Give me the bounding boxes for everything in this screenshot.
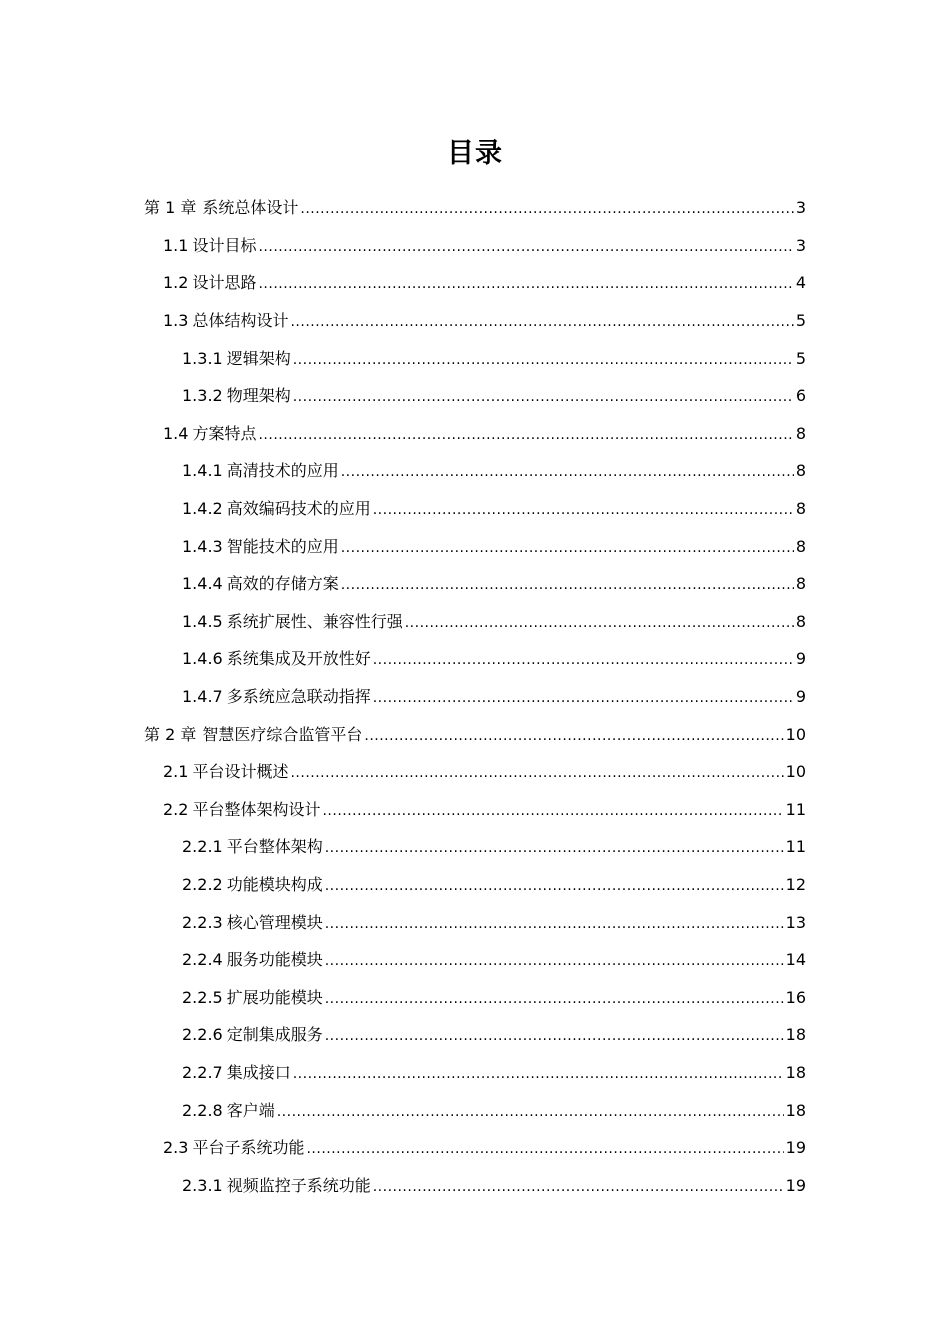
toc-entry-line bbox=[182, 950, 806, 971]
toc-entry-page-number: 9 bbox=[795, 649, 806, 669]
toc-entry-title: 高效编码技术的应用 bbox=[226, 499, 371, 519]
toc-entry-line bbox=[163, 273, 806, 294]
toc-entry-line bbox=[182, 1101, 806, 1122]
toc-entry-line bbox=[182, 574, 806, 595]
toc-entry[interactable] bbox=[0, 528, 950, 566]
toc-entry-number: 2.2.2 bbox=[182, 874, 223, 894]
toc-entry-title: 平台子系统功能 bbox=[192, 1138, 305, 1158]
toc-entry-title: 扩展功能模块 bbox=[226, 987, 323, 1007]
toc-entry-page-number: 18 bbox=[785, 1100, 806, 1120]
toc-entry[interactable] bbox=[0, 641, 950, 679]
toc-entry-title: 多系统应急联动指挥 bbox=[226, 687, 371, 707]
toc-dot-leader bbox=[322, 801, 783, 821]
toc-entry[interactable] bbox=[0, 566, 950, 604]
toc-entry-page-number: 8 bbox=[795, 536, 806, 556]
toc-entry-line bbox=[144, 198, 806, 219]
toc-entry-page-number: 8 bbox=[795, 611, 806, 631]
toc-dot-leader bbox=[373, 650, 794, 670]
toc-entry[interactable] bbox=[0, 453, 950, 491]
toc-entry-title: 功能模块构成 bbox=[226, 874, 323, 894]
toc-entry-line bbox=[182, 649, 806, 670]
toc-entry-page-number: 11 bbox=[785, 837, 806, 857]
toc-entry-title: 平台设计概述 bbox=[192, 762, 289, 782]
toc-entry-title: 设计思路 bbox=[192, 273, 257, 293]
toc-entry-line bbox=[182, 386, 806, 407]
toc-entry-number: 1.4.5 bbox=[182, 611, 223, 631]
toc-entry-number: 1.4.4 bbox=[182, 574, 223, 594]
toc-entry[interactable] bbox=[0, 754, 950, 792]
toc-entry-number: 2.2 bbox=[163, 799, 189, 819]
toc-entry-line bbox=[182, 1063, 806, 1084]
toc-dot-leader bbox=[325, 876, 784, 896]
toc-dot-leader bbox=[325, 914, 784, 934]
toc-entry-title: 系统总体设计 bbox=[202, 198, 299, 218]
toc-entry-line bbox=[182, 988, 806, 1009]
toc-entry-page-number: 10 bbox=[785, 762, 806, 782]
toc-entry-page-number: 5 bbox=[795, 348, 806, 368]
toc-entry[interactable] bbox=[0, 378, 950, 416]
toc-dot-leader bbox=[293, 350, 794, 370]
toc-dot-leader bbox=[405, 613, 794, 633]
toc-entry-line bbox=[182, 875, 806, 896]
toc-entry[interactable] bbox=[0, 1055, 950, 1093]
toc-entry[interactable] bbox=[0, 979, 950, 1017]
toc-entry[interactable] bbox=[0, 303, 950, 341]
toc-entry-line bbox=[163, 424, 806, 445]
toc-list bbox=[0, 190, 950, 1205]
toc-entry[interactable] bbox=[0, 679, 950, 717]
toc-entry[interactable] bbox=[0, 491, 950, 529]
toc-entry-number: 1.1 bbox=[163, 235, 189, 255]
toc-entry-number: 1.2 bbox=[163, 273, 189, 293]
toc-entry-page-number: 9 bbox=[795, 687, 806, 707]
toc-entry[interactable] bbox=[0, 792, 950, 830]
toc-entry-line bbox=[182, 1025, 806, 1046]
toc-entry-page-number: 19 bbox=[785, 1138, 806, 1158]
toc-dot-leader bbox=[341, 575, 794, 595]
toc-entry-title: 智慧医疗综合监管平台 bbox=[202, 724, 363, 744]
toc-entry-title: 设计目标 bbox=[192, 235, 257, 255]
toc-entry-number: 2.2.7 bbox=[182, 1062, 223, 1082]
toc-dot-leader bbox=[325, 1026, 784, 1046]
toc-entry-number: 第 2 章 bbox=[144, 724, 197, 744]
toc-entry-line bbox=[182, 612, 806, 633]
toc-dot-leader bbox=[364, 726, 783, 746]
toc-entry-line bbox=[163, 1138, 806, 1159]
toc-dot-leader bbox=[341, 538, 794, 558]
toc-entry-line bbox=[182, 837, 806, 858]
toc-entry-line bbox=[182, 913, 806, 934]
toc-entry-title: 系统集成及开放性好 bbox=[226, 649, 371, 669]
toc-entry-title: 定制集成服务 bbox=[226, 1025, 323, 1045]
toc-entry-title: 总体结构设计 bbox=[192, 311, 289, 331]
toc-entry-line bbox=[163, 236, 806, 257]
toc-dot-leader bbox=[325, 989, 784, 1009]
toc-entry-page-number: 16 bbox=[785, 987, 806, 1007]
toc-entry-title: 视频监控子系统功能 bbox=[226, 1175, 371, 1195]
toc-dot-leader bbox=[290, 763, 783, 783]
toc-entry[interactable] bbox=[0, 265, 950, 303]
toc-entry-line bbox=[163, 762, 806, 783]
toc-entry-title: 高效的存储方案 bbox=[226, 574, 339, 594]
toc-entry[interactable] bbox=[0, 942, 950, 980]
toc-entry-number: 2.2.5 bbox=[182, 987, 223, 1007]
toc-entry-line bbox=[163, 311, 806, 332]
toc-entry-page-number: 12 bbox=[785, 874, 806, 894]
toc-dot-leader bbox=[373, 688, 794, 708]
toc-entry[interactable] bbox=[0, 604, 950, 642]
toc-entry-number: 1.3 bbox=[163, 311, 189, 331]
toc-entry[interactable] bbox=[0, 1167, 950, 1205]
toc-entry-page-number: 18 bbox=[785, 1025, 806, 1045]
toc-dot-leader bbox=[325, 838, 784, 858]
toc-entry-title: 高清技术的应用 bbox=[226, 461, 339, 481]
toc-entry-line bbox=[182, 349, 806, 370]
toc-entry-number: 1.4.2 bbox=[182, 499, 223, 519]
toc-dot-leader bbox=[306, 1139, 783, 1159]
toc-entry-page-number: 5 bbox=[795, 311, 806, 331]
toc-dot-leader bbox=[258, 274, 793, 294]
toc-entry-number: 1.3.2 bbox=[182, 386, 223, 406]
toc-dot-leader bbox=[293, 387, 794, 407]
toc-entry-title: 客户端 bbox=[226, 1100, 275, 1120]
toc-dot-leader bbox=[325, 951, 784, 971]
toc-entry-line bbox=[163, 800, 806, 821]
toc-entry-number: 1.4.7 bbox=[182, 687, 223, 707]
toc-entry-title: 物理架构 bbox=[226, 386, 291, 406]
toc-entry-line bbox=[182, 499, 806, 520]
toc-entry-page-number: 13 bbox=[785, 912, 806, 932]
toc-entry-number: 2.2.8 bbox=[182, 1100, 223, 1120]
toc-entry-page-number: 18 bbox=[785, 1062, 806, 1082]
toc-entry-title: 逻辑架构 bbox=[226, 348, 291, 368]
toc-entry[interactable] bbox=[0, 228, 950, 266]
toc-entry-line bbox=[182, 687, 806, 708]
toc-entry[interactable] bbox=[0, 190, 950, 228]
toc-entry-number: 2.3 bbox=[163, 1138, 189, 1158]
toc-entry-page-number: 8 bbox=[795, 574, 806, 594]
toc-entry-page-number: 8 bbox=[795, 461, 806, 481]
toc-entry-number: 2.2.6 bbox=[182, 1025, 223, 1045]
toc-entry-number: 1.4.6 bbox=[182, 649, 223, 669]
toc-entry-number: 1.4.3 bbox=[182, 536, 223, 556]
toc-dot-leader bbox=[293, 1064, 784, 1084]
toc-entry-number: 2.2.4 bbox=[182, 950, 223, 970]
toc-entry-page-number: 8 bbox=[795, 499, 806, 519]
toc-entry-line bbox=[182, 1176, 806, 1197]
toc-entry-number: 2.1 bbox=[163, 762, 189, 782]
toc-dot-leader bbox=[341, 462, 794, 482]
toc-entry-number: 2.3.1 bbox=[182, 1175, 223, 1195]
toc-entry-number: 1.3.1 bbox=[182, 348, 223, 368]
toc-entry-page-number: 8 bbox=[795, 423, 806, 443]
toc-entry-page-number: 10 bbox=[785, 724, 806, 744]
toc-entry[interactable] bbox=[0, 1130, 950, 1168]
toc-entry-page-number: 4 bbox=[795, 273, 806, 293]
toc-dot-leader bbox=[300, 199, 793, 219]
toc-entry-title: 系统扩展性、兼容性行强 bbox=[226, 611, 403, 631]
toc-entry[interactable] bbox=[0, 340, 950, 378]
toc-title: 目录 bbox=[447, 138, 503, 169]
toc-entry[interactable] bbox=[0, 1017, 950, 1055]
toc-entry-title: 方案特点 bbox=[192, 423, 257, 443]
toc-entry[interactable] bbox=[0, 867, 950, 905]
toc-entry-number: 2.2.1 bbox=[182, 837, 223, 857]
toc-entry-page-number: 19 bbox=[785, 1175, 806, 1195]
toc-entry-line bbox=[182, 461, 806, 482]
toc-entry-page-number: 3 bbox=[795, 235, 806, 255]
toc-dot-leader bbox=[373, 1177, 784, 1197]
toc-entry-line bbox=[182, 537, 806, 558]
toc-entry-page-number: 3 bbox=[795, 198, 806, 218]
toc-entry-line bbox=[144, 725, 806, 746]
toc-entry-number: 1.4.1 bbox=[182, 461, 223, 481]
toc-entry-page-number: 6 bbox=[795, 386, 806, 406]
toc-entry-page-number: 14 bbox=[785, 950, 806, 970]
toc-dot-leader bbox=[258, 237, 793, 257]
toc-entry-title: 集成接口 bbox=[226, 1062, 291, 1082]
toc-dot-leader bbox=[277, 1102, 784, 1122]
toc-dot-leader bbox=[290, 312, 793, 332]
toc-entry-number: 2.2.3 bbox=[182, 912, 223, 932]
toc-dot-leader bbox=[373, 500, 794, 520]
toc-dot-leader bbox=[258, 425, 793, 445]
toc-entry-title: 平台整体架构 bbox=[226, 837, 323, 857]
toc-entry-number: 1.4 bbox=[163, 423, 189, 443]
toc-entry[interactable] bbox=[0, 716, 950, 754]
toc-entry[interactable] bbox=[0, 416, 950, 454]
toc-entry[interactable] bbox=[0, 1092, 950, 1130]
toc-entry-title: 核心管理模块 bbox=[226, 912, 323, 932]
toc-entry-number: 第 1 章 bbox=[144, 198, 197, 218]
toc-entry[interactable] bbox=[0, 904, 950, 942]
toc-entry-title: 平台整体架构设计 bbox=[192, 799, 321, 819]
toc-entry-title: 智能技术的应用 bbox=[226, 536, 339, 556]
toc-entry[interactable] bbox=[0, 829, 950, 867]
toc-entry-title: 服务功能模块 bbox=[226, 950, 323, 970]
toc-entry-page-number: 11 bbox=[785, 799, 806, 819]
